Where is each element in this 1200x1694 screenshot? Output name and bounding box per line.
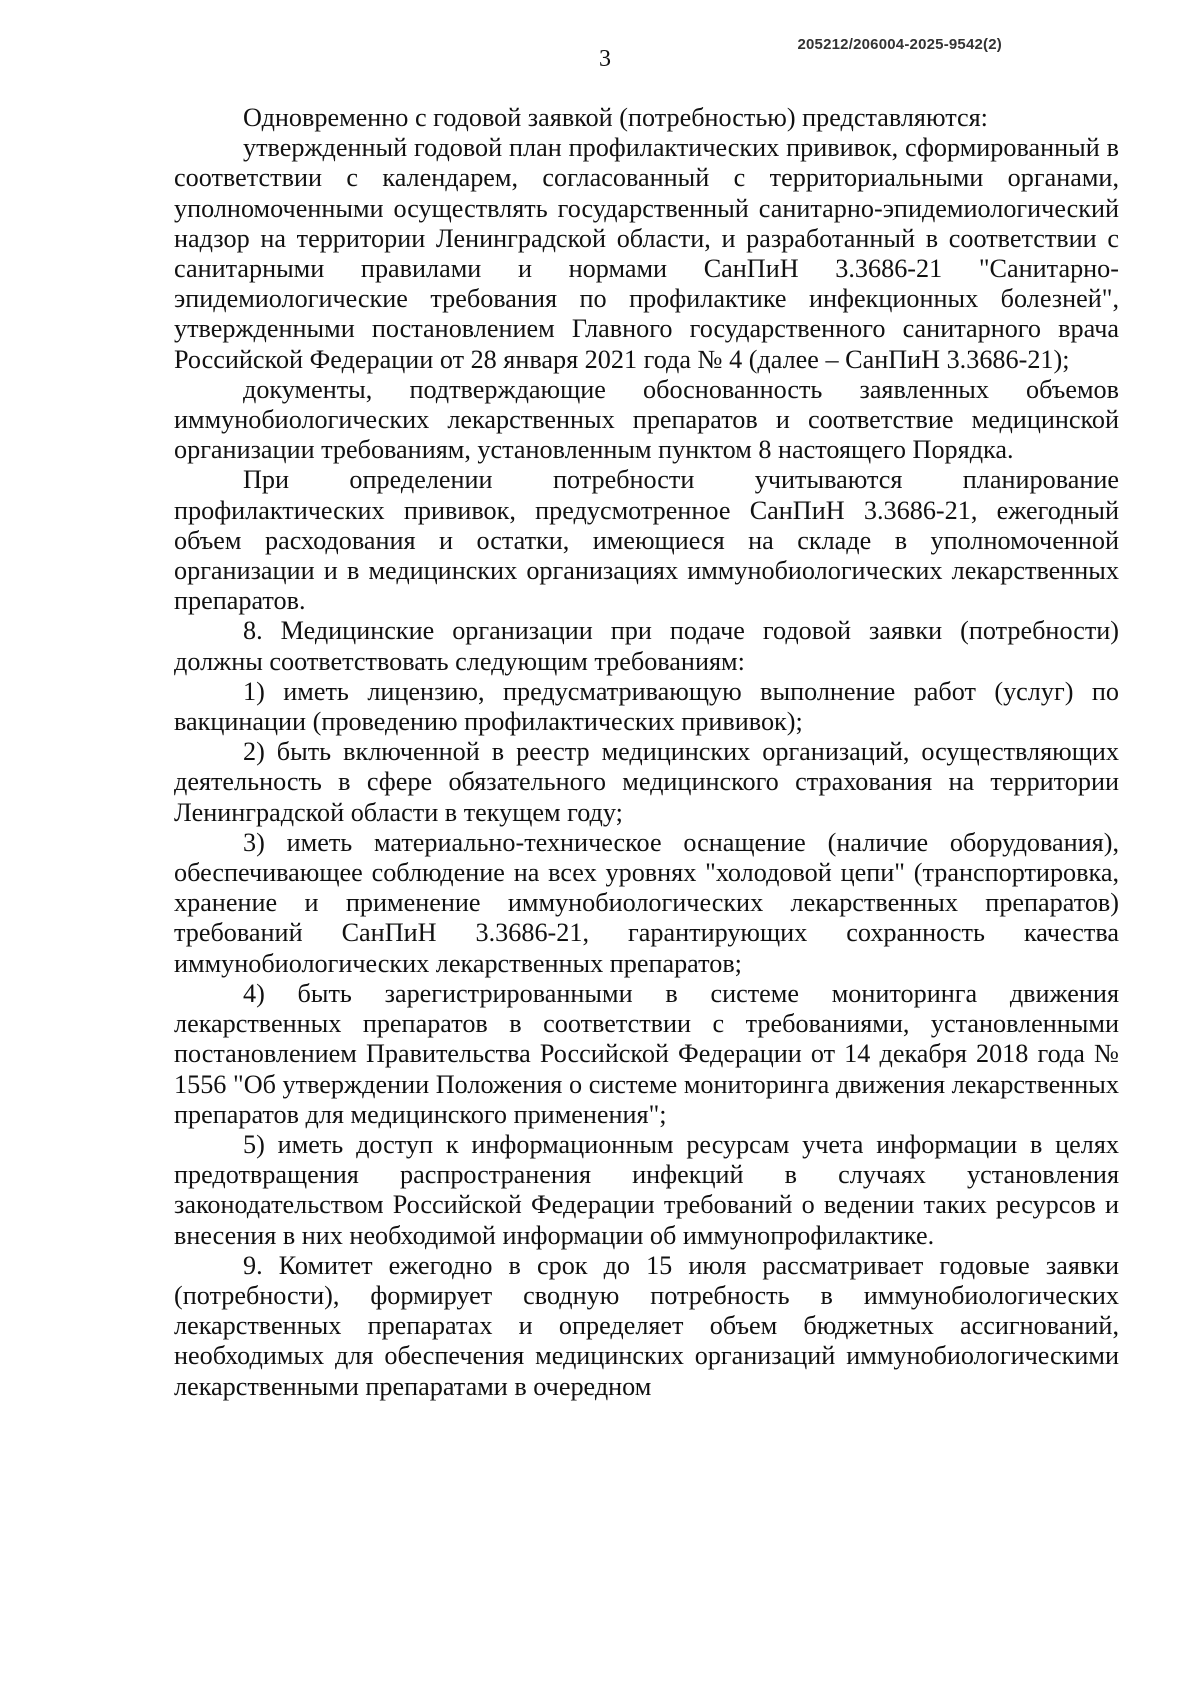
- document-id: 205212/206004-2025-9542(2): [797, 36, 1002, 53]
- paragraph-clause-8-item-4: 4) быть зарегистрированными в системе мониторинга движения лекарственных препаратов в соответствии с требованиями, установленными постановлением Правительства Российской Федерации от 14 декабря 2018 года № 1556 "Об утверждении Положения о системе мониторинга движения лекарственных препаратов для медицинского применения";: [174, 978, 1119, 1129]
- paragraph-clause-8-item-2: 2) быть включенной в реестр медицинских организаций, осуществляющих деятельность в сфере обязательного медицинского страхования на территории Ленинградской области в текущем году;: [174, 737, 1119, 827]
- document-body: [174, 103, 1119, 1402]
- paragraph-intro: Одновременно с годовой заявкой (потребностью) представляются:: [243, 103, 988, 132]
- page-number: 3: [599, 46, 611, 72]
- paragraph-need-determination: При определении потребности учитываются планирование профилактических прививок, предусмотренное СанПиН 3.3686-21, ежегодный объем расходования и остатки, имеющиеся на складе в уполномоченной организации и в медицинских организациях иммунобиологических лекарственных препаратов.: [174, 465, 1119, 616]
- paragraph-clause-8-item-1: 1) иметь лицензию, предусматривающую выполнение работ (услуг) по вакцинации (проведению профилактических прививок);: [174, 676, 1119, 737]
- paragraph-documents: документы, подтверждающие обоснованность заявленных объемов иммунобиологических лекарственных препаратов и соответствие медицинской организации требованиям, установленным пунктом 8 настоящего Порядка.: [174, 374, 1119, 465]
- paragraph-clause-8-item-5: 5) иметь доступ к информационным ресурсам учета информации в целях предотвращения распространения инфекций в случаях установления законодательством Российской Федерации требований о ведении таких ресурсов и внесения в них необходимой информации об иммунопрофилактике.: [174, 1129, 1119, 1250]
- paragraph-annual-plan: утвержденный годовой план профилактических прививок, сформированный в соответствии с календарем, согласованный с территориальными органами, уполномоченными осуществлять государственный санитарно-эпидемиологический надзор на территории Ленинградской области, и разработанный в соответствии с санитарными правилами и нормами СанПиН 3.3686-21 "Санитарно-эпидемиологические требования по профилактике инфекционных болезней", утвержденными постановлением Главного государственного санитарного врача Российской Федерации от 28 января 2021 года № 4 (далее – СанПиН 3.3686-21);: [174, 133, 1119, 374]
- paragraph-clause-8-item-3: 3) иметь материально-техническое оснащение (наличие оборудования), обеспечивающее соблюдение на всех уровнях "холодовой цепи" (транспортировка, хранение и применение иммунобиологических лекарственных препаратов) требований СанПиН 3.3686-21, гарантирующих сохранность качества иммунобиологических лекарственных препаратов;: [174, 827, 1119, 978]
- paragraph-clause-9: 9. Комитет ежегодно в срок до 15 июля рассматривает годовые заявки (потребности), формирует сводную потребность в иммунобиологических лекарственных препаратах и определяет объем бюджетных ассигнований, необходимых для обеспечения медицинских организаций иммунобиологическими лекарственными препаратами в очередном: [174, 1250, 1119, 1401]
- paragraph-clause-8: 8. Медицинские организации при подаче годовой заявки (потребности) должны соответствовать следующим требованиям:: [174, 616, 1119, 676]
